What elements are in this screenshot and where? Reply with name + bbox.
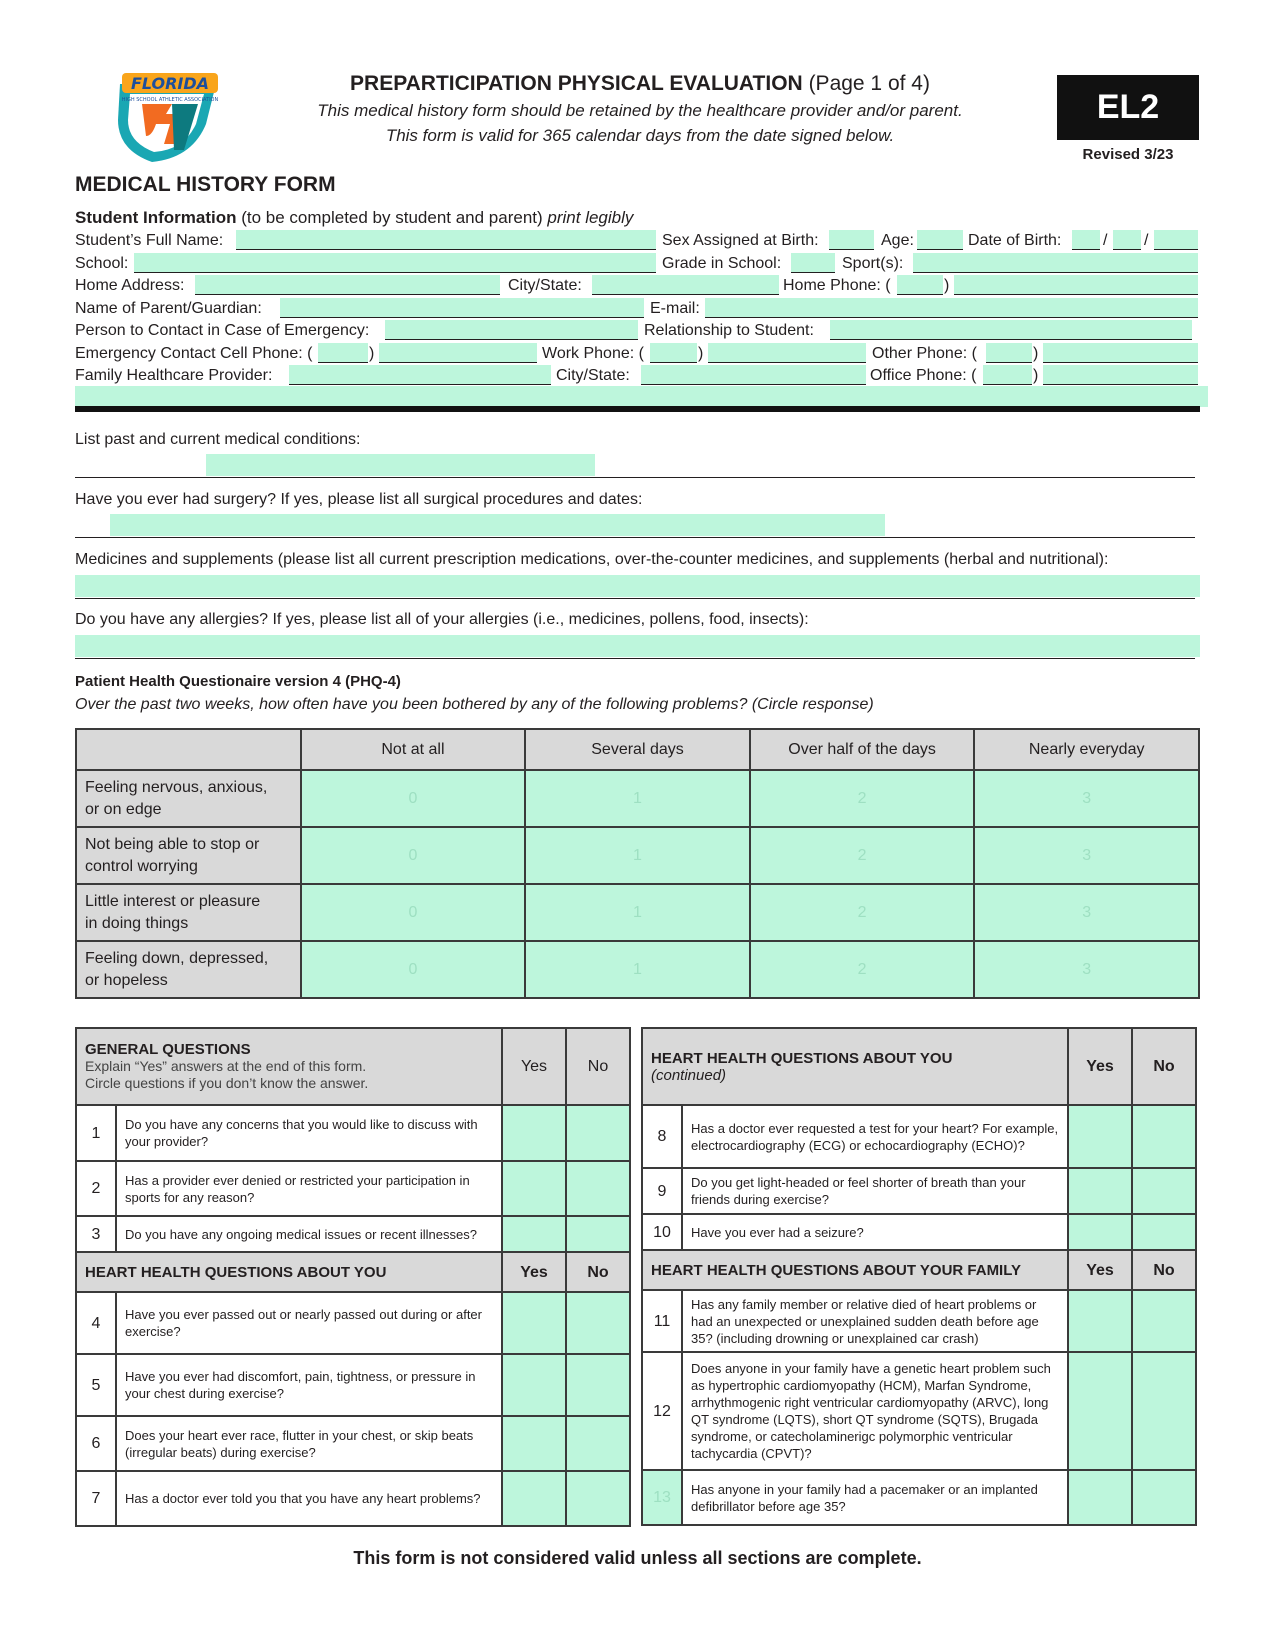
title-page: (Page 1 of 4): [808, 72, 930, 95]
question-text: Has a doctor ever requested a test for your heart? For example, electrocardiography (ECG) or echocardiography (ECHO)?: [682, 1105, 1068, 1168]
dob-day-field[interactable]: [1113, 230, 1141, 250]
heart-family-title-cell: [642, 1250, 1068, 1290]
yes-checkbox[interactable]: [502, 1216, 566, 1252]
question-text: Do you have any ongoing medical issues or recent illnesses?: [116, 1216, 502, 1252]
provider-label: Family Healthcare Provider:: [75, 367, 273, 384]
no-checkbox[interactable]: [1132, 1290, 1196, 1352]
phq-response[interactable]: 0: [301, 827, 526, 884]
no-checkbox[interactable]: [1132, 1470, 1196, 1525]
phq-q-line1: Feeling down, depressed,: [85, 949, 269, 967]
sex-field[interactable]: [829, 230, 874, 250]
no-checkbox[interactable]: [1132, 1214, 1196, 1250]
full-name-field[interactable]: [236, 230, 656, 250]
heart-you-section-header: [76, 1252, 630, 1292]
no-checkbox[interactable]: [1132, 1352, 1196, 1470]
phq-response[interactable]: 0: [301, 884, 526, 941]
phq-response[interactable]: 0: [301, 770, 526, 827]
office-phone-area-field[interactable]: [983, 365, 1032, 385]
allergies-label: Do you have any allergies? If yes, please list all of your allergies (i.e., medicines, pollens, food, insects):: [75, 611, 809, 628]
question-text: Does your heart ever race, flutter in your chest, or skip beats (irregular beats) during exercise?: [116, 1416, 502, 1471]
question-text: Has anyone in your family had a pacemaker or an implanted defibrillator before age 35?: [682, 1470, 1068, 1525]
question-number: 1: [76, 1105, 116, 1161]
no-checkbox[interactable]: [566, 1416, 630, 1471]
yes-checkbox[interactable]: [502, 1471, 566, 1526]
question-text: Has a doctor ever told you that you have any heart problems?: [116, 1471, 502, 1526]
phq-response[interactable]: 3: [974, 827, 1199, 884]
heart-family-yes-header: Yes: [1068, 1250, 1132, 1290]
email-field[interactable]: [705, 298, 1198, 318]
home-phone-label: Home Phone: (: [783, 277, 891, 294]
phq-title: Patient Health Questionaire version 4 (PHQ-4): [75, 673, 401, 690]
heart-family-section-header: [642, 1250, 1196, 1290]
phq-row: [76, 884, 1199, 941]
question-row: [76, 1105, 630, 1161]
question-number: 13: [642, 1470, 682, 1525]
phq-response[interactable]: 2: [750, 770, 975, 827]
question-row: [642, 1352, 1196, 1470]
heart-cont-no-header: No: [1132, 1028, 1196, 1105]
phq-response[interactable]: 1: [525, 827, 750, 884]
form-title: MEDICAL HISTORY FORM: [75, 173, 336, 196]
phq-response[interactable]: 1: [525, 884, 750, 941]
phq-response[interactable]: 2: [750, 827, 975, 884]
question-text: Has a provider ever denied or restricted your participation in sports for any reason?: [116, 1161, 502, 1216]
general-questions-table: [75, 1027, 631, 1527]
no-checkbox[interactable]: [566, 1105, 630, 1161]
surgery-label: Have you ever had surgery? If yes, please list all surgical procedures and dates:: [75, 491, 643, 508]
emergency-cell-paren: ): [369, 345, 375, 362]
heading-italic: print legibly: [547, 208, 634, 227]
school-field[interactable]: [134, 253, 656, 273]
general-title-cell: [76, 1028, 502, 1105]
yes-checkbox[interactable]: [502, 1354, 566, 1416]
question-text: Have you ever had discomfort, pain, tightness, or pressure in your chest during exercise?: [116, 1354, 502, 1416]
city-state-label: City/State:: [508, 277, 582, 294]
question-row: [76, 1216, 630, 1252]
question-row: [642, 1214, 1196, 1250]
full-name-label: Student’s Full Name:: [75, 232, 224, 249]
question-number: 3: [76, 1216, 116, 1252]
question-text: Have you ever had a seizure?: [682, 1214, 1068, 1250]
phq-q-line1: Feeling nervous, anxious,: [85, 778, 268, 796]
general-no-header: No: [566, 1028, 630, 1105]
no-checkbox[interactable]: [1132, 1168, 1196, 1214]
phq-q-line1: Not being able to stop or: [85, 835, 260, 853]
phq-question: [76, 827, 301, 884]
provider-city-field[interactable]: [641, 365, 866, 385]
heart-cont-section-header: [642, 1028, 1196, 1105]
city-state-field[interactable]: [592, 275, 779, 295]
medicines-line: [75, 598, 1195, 599]
no-checkbox[interactable]: [1132, 1105, 1196, 1168]
work-phone-paren: ): [698, 345, 704, 362]
logo-subtext: HIGH SCHOOL ATHLETIC ASSOCIATION: [121, 97, 219, 103]
age-field[interactable]: [917, 230, 963, 250]
phq-q-line2: control worrying: [85, 857, 198, 875]
provider-field[interactable]: [289, 365, 551, 385]
yes-checkbox[interactable]: [1068, 1168, 1132, 1214]
work-phone-area-field[interactable]: [650, 343, 697, 363]
yes-checkbox[interactable]: [1068, 1105, 1132, 1168]
phq-col-several-days: Several days: [525, 729, 750, 770]
phq-response[interactable]: 3: [974, 884, 1199, 941]
phq-question: [76, 884, 301, 941]
yes-checkbox[interactable]: [1068, 1214, 1132, 1250]
question-text: Have you ever passed out or nearly passed out during or after exercise?: [116, 1292, 502, 1354]
dob-year-field[interactable]: [1154, 230, 1198, 250]
phq-row: [76, 827, 1199, 884]
allergies-line: [75, 658, 1195, 659]
question-row: [76, 1416, 630, 1471]
question-text: Does anyone in your family have a genetic heart problem such as hypertrophic cardiomyopathy (HCM), Marfan Syndrome, arrhythmogenic right ventricular cardiomyopathy (ARVC), long QT syndrome (LQTS), short QT syndrome (SQTS), Brugada syndrome, or catecholaminerigc polymorphic ventricular tachycardia (CPVT)?: [682, 1352, 1068, 1470]
phq-q-line1: Little interest or pleasure: [85, 892, 261, 910]
phq-col-nearly-everyday: Nearly everyday: [974, 729, 1199, 770]
general-section-header: [76, 1028, 630, 1105]
general-yes-header: Yes: [502, 1028, 566, 1105]
section-divider: [75, 406, 1200, 412]
heading-bold: Student Information: [75, 208, 237, 227]
home-phone-area-field[interactable]: [897, 275, 943, 295]
yes-checkbox[interactable]: [1068, 1352, 1132, 1470]
heart-questions-table: [641, 1027, 1197, 1526]
phq-response[interactable]: 2: [750, 884, 975, 941]
phq-response[interactable]: 1: [525, 770, 750, 827]
student-info-heading: [75, 208, 633, 228]
emergency-person-label: Person to Contact in Case of Emergency:: [75, 322, 370, 339]
dob-label: Date of Birth:: [968, 232, 1062, 249]
phq-response[interactable]: 3: [974, 941, 1199, 998]
heart-cont-yes-header: Yes: [1068, 1028, 1132, 1105]
relationship-field[interactable]: [830, 320, 1192, 340]
subtitle-valid: This form is valid for 365 calendar days from the date signed below.: [385, 126, 895, 145]
question-row: [76, 1161, 630, 1216]
relationship-label: Relationship to Student:: [644, 322, 814, 339]
yes-checkbox[interactable]: [502, 1292, 566, 1354]
phq-response[interactable]: 0: [301, 941, 526, 998]
phq-question: [76, 770, 301, 827]
conditions-line: [75, 477, 1195, 478]
phq-corner: [76, 729, 301, 770]
heading-rest: (to be completed by student and parent): [236, 208, 548, 227]
logo-text: FLORIDA: [130, 74, 210, 93]
dob-month-field[interactable]: [1072, 230, 1100, 250]
heart-you-no-header: No: [566, 1252, 630, 1292]
question-number: 5: [76, 1354, 116, 1416]
signature-strip-field[interactable]: [75, 386, 1208, 407]
other-phone-area-field[interactable]: [986, 343, 1032, 363]
heart-you-title-cell: [76, 1252, 502, 1292]
question-number: 9: [642, 1168, 682, 1214]
medicines-field[interactable]: [75, 575, 1200, 597]
question-number: 10: [642, 1214, 682, 1250]
work-phone-field[interactable]: [708, 343, 866, 363]
question-row: [76, 1292, 630, 1354]
surgery-line: [75, 537, 1195, 538]
dob-sep-2: /: [1144, 232, 1149, 249]
sports-label: Sport(s):: [842, 255, 904, 272]
sports-field[interactable]: [913, 253, 1198, 273]
grade-label: Grade in School:: [662, 255, 782, 272]
question-number: 6: [76, 1416, 116, 1471]
revised-date: Revised 3/23: [1082, 146, 1174, 163]
parent-label: Name of Parent/Guardian:: [75, 300, 262, 317]
phq-header-row: [76, 729, 1199, 770]
work-phone-label: Work Phone: (: [542, 345, 644, 362]
page-title: [250, 72, 1030, 96]
question-row: [642, 1290, 1196, 1352]
question-number: 8: [642, 1105, 682, 1168]
general-note-2: Circle questions if you don’t know the answer.: [85, 1075, 369, 1091]
yes-checkbox[interactable]: [502, 1161, 566, 1216]
home-phone-paren: ): [944, 277, 950, 294]
question-number: 11: [642, 1290, 682, 1352]
office-phone-paren: ): [1033, 367, 1039, 384]
home-phone-field[interactable]: [954, 275, 1198, 295]
emergency-person-field[interactable]: [385, 320, 638, 340]
phq-response[interactable]: 3: [974, 770, 1199, 827]
question-row: [642, 1470, 1196, 1525]
phq-response[interactable]: 2: [750, 941, 975, 998]
office-phone-label: Office Phone: (: [870, 367, 977, 384]
question-row: [76, 1354, 630, 1416]
question-number: 2: [76, 1161, 116, 1216]
dob-sep-1: /: [1103, 232, 1108, 249]
other-phone-label: Other Phone: (: [872, 345, 977, 362]
heart-cont-continued: (continued): [651, 1066, 727, 1084]
no-checkbox[interactable]: [566, 1354, 630, 1416]
question-row: [642, 1168, 1196, 1214]
address-label: Home Address:: [75, 277, 185, 294]
yes-checkbox[interactable]: [502, 1105, 566, 1161]
heart-you-yes-header: Yes: [502, 1252, 566, 1292]
question-number: 4: [76, 1292, 116, 1354]
no-checkbox[interactable]: [566, 1292, 630, 1354]
emergency-cell-area-field[interactable]: [318, 343, 368, 363]
general-note-1: Explain “Yes” answers at the end of this form.: [85, 1058, 367, 1074]
phq-col-over-half: Over half of the days: [750, 729, 975, 770]
heart-family-title: HEART HEALTH QUESTIONS ABOUT YOUR FAMILY: [651, 1261, 1022, 1279]
phq-subtitle: Over the past two weeks, how often have you been bothered by any of the following problems? (Circle response): [75, 696, 874, 713]
no-checkbox[interactable]: [566, 1161, 630, 1216]
phq-q-line2: or hopeless: [85, 971, 168, 989]
grade-field[interactable]: [791, 253, 835, 273]
email-label: E-mail:: [650, 300, 700, 317]
age-label: Age:: [881, 232, 914, 249]
yes-checkbox[interactable]: [1068, 1290, 1132, 1352]
provider-city-label: City/State:: [556, 367, 630, 384]
phq-response[interactable]: 1: [525, 941, 750, 998]
validity-notice: This form is not considered valid unless all sections are complete.: [353, 1548, 922, 1568]
heart-you-title: HEART HEALTH QUESTIONS ABOUT YOU: [85, 1263, 387, 1281]
heart-cont-title: HEART HEALTH QUESTIONS ABOUT YOU: [651, 1049, 953, 1067]
phq-q-line2: or on edge: [85, 800, 162, 818]
phq-row: [76, 770, 1199, 827]
subtitle-retain: This medical history form should be retained by the healthcare provider and/or parent.: [317, 101, 963, 120]
phq-row: [76, 941, 1199, 998]
emergency-cell-label: Emergency Contact Cell Phone: (: [75, 345, 313, 362]
title-bold: PREPARTICIPATION PHYSICAL EVALUATION: [350, 72, 803, 95]
heart-cont-title-cell: [642, 1028, 1068, 1105]
phq-question: [76, 941, 301, 998]
heart-family-no-header: No: [1132, 1250, 1196, 1290]
surgery-field[interactable]: [110, 514, 885, 536]
conditions-field[interactable]: [206, 454, 595, 476]
address-field[interactable]: [195, 275, 500, 295]
no-checkbox[interactable]: [566, 1471, 630, 1526]
question-number: 7: [76, 1471, 116, 1526]
conditions-label: List past and current medical conditions:: [75, 431, 361, 448]
question-text: Do you have any concerns that you would like to discuss with your provider?: [116, 1105, 502, 1161]
phq-q-line2: in doing things: [85, 914, 189, 932]
allergies-field[interactable]: [75, 635, 1200, 657]
question-text: Do you get light-headed or feel shorter of breath than your friends during exercise?: [682, 1168, 1068, 1214]
yes-checkbox[interactable]: [1068, 1470, 1132, 1525]
parent-field[interactable]: [280, 298, 644, 318]
no-checkbox[interactable]: [566, 1216, 630, 1252]
sex-label: Sex Assigned at Birth:: [662, 232, 819, 249]
other-phone-field[interactable]: [1043, 343, 1198, 363]
question-number: 12: [642, 1352, 682, 1470]
school-label: School:: [75, 255, 129, 272]
fhsaa-logo: [112, 70, 224, 166]
phq-table: [75, 728, 1200, 999]
general-title: GENERAL QUESTIONS: [85, 1041, 251, 1058]
question-text: Has any family member or relative died of heart problems or had an unexpected or unexplained sudden death before age 35? (including drowning or unexplained car crash): [682, 1290, 1068, 1352]
other-phone-paren: ): [1033, 345, 1039, 362]
form-code-badge: EL2: [1057, 75, 1199, 140]
phq-col-not-at-all: Not at all: [301, 729, 526, 770]
emergency-cell-field[interactable]: [379, 343, 537, 363]
question-row: [76, 1471, 630, 1526]
yes-checkbox[interactable]: [502, 1416, 566, 1471]
question-row: [642, 1105, 1196, 1168]
medicines-label: Medicines and supplements (please list all current prescription medications, over-the-counter medicines, and supplements (herbal and nutritional):: [75, 551, 1109, 568]
office-phone-field[interactable]: [1043, 365, 1198, 385]
